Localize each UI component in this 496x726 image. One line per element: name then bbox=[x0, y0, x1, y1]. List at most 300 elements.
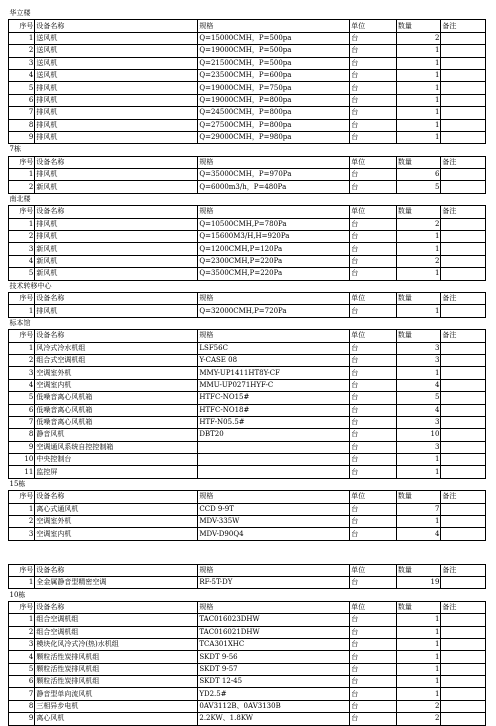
empty-cell bbox=[350, 8, 397, 20]
spec-cell: 0AV3112B、0AV3130B bbox=[198, 700, 350, 712]
note-cell bbox=[441, 713, 486, 725]
equipment-table-body bbox=[9, 8, 486, 725]
header-qty: 数量 bbox=[396, 292, 441, 304]
spec-cell: Q=21500CMH，P=500pa bbox=[198, 57, 350, 69]
quantity-cell: 3 bbox=[396, 416, 441, 428]
column-header-row bbox=[9, 206, 486, 218]
note-cell bbox=[441, 404, 486, 416]
row-number-cell: 3 bbox=[9, 367, 35, 379]
unit-cell: 台 bbox=[350, 404, 397, 416]
spec-cell: MMY-UP1411HT8Y-CF bbox=[198, 367, 350, 379]
equipment-name-cell: 模块化风冷式冷(热)水机组 bbox=[35, 638, 198, 650]
unit-cell: 台 bbox=[350, 713, 397, 725]
spec-cell: Q=27500CMH，P=800pa bbox=[198, 119, 350, 131]
row-number-cell: 6 bbox=[9, 676, 35, 688]
unit-cell: 台 bbox=[350, 416, 397, 428]
header-note: 备注 bbox=[441, 292, 486, 304]
spec-cell: Q=2300CMH,P=220Pa bbox=[198, 255, 350, 267]
spec-cell bbox=[198, 441, 350, 453]
row-number-cell: 7 bbox=[9, 688, 35, 700]
unit-cell: 台 bbox=[350, 614, 397, 626]
header-qty: 数量 bbox=[396, 156, 441, 168]
unit-cell: 台 bbox=[350, 169, 397, 181]
table-row bbox=[9, 231, 486, 243]
note-cell bbox=[441, 503, 486, 515]
header-name: 设备名称 bbox=[35, 330, 198, 342]
section-title-row bbox=[9, 144, 486, 156]
equipment-name-cell: 排风机 bbox=[35, 107, 198, 119]
unit-cell: 台 bbox=[350, 676, 397, 688]
quantity-cell: 1 bbox=[396, 688, 441, 700]
quantity-cell: 1 bbox=[396, 454, 441, 466]
empty-cell bbox=[198, 8, 350, 20]
empty-cell bbox=[441, 280, 486, 292]
quantity-cell: 1 bbox=[396, 82, 441, 94]
note-cell bbox=[441, 94, 486, 106]
empty-cell bbox=[396, 193, 441, 205]
spec-cell bbox=[198, 454, 350, 466]
equipment-name-cell: 风冷式冷水机组 bbox=[35, 342, 198, 354]
spec-cell: LSF56C bbox=[198, 342, 350, 354]
row-number-cell: 5 bbox=[9, 268, 35, 280]
unit-cell: 台 bbox=[350, 218, 397, 230]
row-number-cell: 1 bbox=[9, 503, 35, 515]
spec-cell: RF-5T-DY bbox=[198, 576, 350, 588]
header-name: 设备名称 bbox=[35, 292, 198, 304]
table-row bbox=[9, 268, 486, 280]
empty-cell bbox=[396, 540, 441, 552]
header-spec: 规格 bbox=[198, 206, 350, 218]
note-cell bbox=[441, 218, 486, 230]
spec-cell: Q=15600M3/H,H=920Pa bbox=[198, 231, 350, 243]
spec-cell bbox=[198, 466, 350, 478]
unit-cell: 台 bbox=[350, 516, 397, 528]
note-cell bbox=[441, 688, 486, 700]
equipment-name-cell: 颗粒活性炭排风机组 bbox=[35, 651, 198, 663]
row-number-cell: 5 bbox=[9, 392, 35, 404]
header-unit: 单位 bbox=[350, 156, 397, 168]
equipment-name-cell: 低噪音离心风机箱 bbox=[35, 392, 198, 404]
equipment-name-cell: 颗粒活性炭排风机组 bbox=[35, 676, 198, 688]
empty-cell bbox=[198, 193, 350, 205]
empty-cell bbox=[35, 144, 198, 156]
quantity-cell: 1 bbox=[396, 243, 441, 255]
empty-cell bbox=[396, 280, 441, 292]
table-row bbox=[9, 516, 486, 528]
row-number-cell: 5 bbox=[9, 82, 35, 94]
empty-cell bbox=[441, 144, 486, 156]
note-cell bbox=[441, 528, 486, 540]
note-cell bbox=[441, 663, 486, 675]
row-number-cell: 7 bbox=[9, 416, 35, 428]
unit-cell: 台 bbox=[350, 688, 397, 700]
column-header-row bbox=[9, 330, 486, 342]
spacer-row bbox=[9, 540, 486, 552]
table-row bbox=[9, 688, 486, 700]
section-title-row bbox=[9, 478, 486, 490]
equipment-name-cell: 空调室内机 bbox=[35, 379, 198, 391]
header-qty: 数量 bbox=[396, 491, 441, 503]
spec-cell: Q=3500CMH,P=220Pa bbox=[198, 268, 350, 280]
header-qty: 数量 bbox=[396, 330, 441, 342]
unit-cell: 台 bbox=[350, 663, 397, 675]
equipment-name-cell: 送风机 bbox=[35, 57, 198, 69]
equipment-name-cell: 送风机 bbox=[35, 32, 198, 44]
row-number-cell: 7 bbox=[9, 107, 35, 119]
row-number-cell: 4 bbox=[9, 651, 35, 663]
equipment-name-cell: 静音风机 bbox=[35, 429, 198, 441]
row-number-cell: 6 bbox=[9, 94, 35, 106]
row-number-cell: 3 bbox=[9, 57, 35, 69]
header-name: 设备名称 bbox=[35, 20, 198, 32]
row-number-cell: 9 bbox=[9, 441, 35, 453]
table-row bbox=[9, 169, 486, 181]
note-cell bbox=[441, 181, 486, 193]
unit-cell: 台 bbox=[350, 503, 397, 515]
unit-cell: 台 bbox=[350, 626, 397, 638]
note-cell bbox=[441, 57, 486, 69]
spec-cell: HTFC-NO15# bbox=[198, 392, 350, 404]
spec-cell: Q=19000CMH，P=750pa bbox=[198, 82, 350, 94]
header-note: 备注 bbox=[441, 20, 486, 32]
table-row bbox=[9, 243, 486, 255]
quantity-cell: 1 bbox=[396, 57, 441, 69]
table-row bbox=[9, 416, 486, 428]
header-unit: 单位 bbox=[350, 564, 397, 576]
spec-cell: SKDT 12-45 bbox=[198, 676, 350, 688]
equipment-name-cell: 排风机 bbox=[35, 94, 198, 106]
note-cell bbox=[441, 45, 486, 57]
quantity-cell: 1 bbox=[396, 466, 441, 478]
table-row bbox=[9, 676, 486, 688]
table-row bbox=[9, 32, 486, 44]
note-cell bbox=[441, 638, 486, 650]
empty-cell bbox=[441, 193, 486, 205]
spec-cell: Q=32000CMH,P=720Pa bbox=[198, 305, 350, 317]
header-qty: 数量 bbox=[396, 564, 441, 576]
note-cell bbox=[441, 576, 486, 588]
spec-cell: MDV-335W bbox=[198, 516, 350, 528]
equipment-name-cell: 组合空调机组 bbox=[35, 614, 198, 626]
table-row bbox=[9, 404, 486, 416]
spec-cell: Q=6000m3/h，P=480Pa bbox=[198, 181, 350, 193]
unit-cell: 台 bbox=[350, 243, 397, 255]
quantity-cell: 4 bbox=[396, 379, 441, 391]
quantity-cell: 3 bbox=[396, 342, 441, 354]
unit-cell: 台 bbox=[350, 429, 397, 441]
row-number-cell: 5 bbox=[9, 663, 35, 675]
header-name: 设备名称 bbox=[35, 156, 198, 168]
empty-cell bbox=[198, 317, 350, 329]
header-note: 备注 bbox=[441, 491, 486, 503]
empty-cell bbox=[198, 552, 350, 564]
quantity-cell: 1 bbox=[396, 516, 441, 528]
quantity-cell: 1 bbox=[396, 231, 441, 243]
empty-cell bbox=[35, 280, 198, 292]
row-number-cell: 4 bbox=[9, 379, 35, 391]
section-title: 10栋 bbox=[9, 590, 26, 599]
table-row bbox=[9, 651, 486, 663]
empty-cell bbox=[35, 193, 198, 205]
row-number-cell: 6 bbox=[9, 404, 35, 416]
equipment-name-cell: 低噪音离心风机箱 bbox=[35, 416, 198, 428]
equipment-name-cell: 新风机 bbox=[35, 243, 198, 255]
header-name: 设备名称 bbox=[35, 206, 198, 218]
header-note: 备注 bbox=[441, 206, 486, 218]
section-title: 南北楼 bbox=[9, 195, 31, 204]
spec-cell: SKDT 9-56 bbox=[198, 651, 350, 663]
header-note: 备注 bbox=[441, 564, 486, 576]
table-row bbox=[9, 379, 486, 391]
table-row bbox=[9, 305, 486, 317]
spec-cell: CCD 9-9T bbox=[198, 503, 350, 515]
row-number-cell: 1 bbox=[9, 218, 35, 230]
column-header-row bbox=[9, 491, 486, 503]
equipment-name-cell: 空调室外机 bbox=[35, 367, 198, 379]
quantity-cell: 1 bbox=[396, 663, 441, 675]
spec-cell: HTF-N05.5# bbox=[198, 416, 350, 428]
empty-cell bbox=[198, 589, 350, 601]
note-cell bbox=[441, 516, 486, 528]
spec-cell: MMU-UP0271HYF-C bbox=[198, 379, 350, 391]
header-no: 序号 bbox=[9, 292, 35, 304]
unit-cell: 台 bbox=[350, 700, 397, 712]
row-number-cell: 3 bbox=[9, 528, 35, 540]
table-row bbox=[9, 94, 486, 106]
section-title: 7栋 bbox=[9, 145, 21, 154]
spec-cell: YD2.5# bbox=[198, 688, 350, 700]
unit-cell: 台 bbox=[350, 131, 397, 143]
column-header-row bbox=[9, 156, 486, 168]
empty-cell bbox=[441, 552, 486, 564]
note-cell bbox=[441, 429, 486, 441]
equipment-table bbox=[8, 8, 486, 726]
table-row bbox=[9, 528, 486, 540]
table-row bbox=[9, 638, 486, 650]
quantity-cell: 19 bbox=[396, 576, 441, 588]
header-unit: 单位 bbox=[350, 20, 397, 32]
equipment-name-cell: 空调室内机 bbox=[35, 528, 198, 540]
empty-cell bbox=[35, 552, 198, 564]
table-row bbox=[9, 57, 486, 69]
note-cell bbox=[441, 243, 486, 255]
section-title-row bbox=[9, 317, 486, 329]
table-row bbox=[9, 392, 486, 404]
unit-cell: 台 bbox=[350, 441, 397, 453]
quantity-cell: 1 bbox=[396, 626, 441, 638]
equipment-name-cell: 新风机 bbox=[35, 181, 198, 193]
spec-cell: MDV-D90Q4 bbox=[198, 528, 350, 540]
note-cell bbox=[441, 119, 486, 131]
equipment-name-cell: 空调室外机 bbox=[35, 516, 198, 528]
spec-cell: TAC016021DHW bbox=[198, 626, 350, 638]
header-spec: 规格 bbox=[198, 156, 350, 168]
row-number-cell: 3 bbox=[9, 638, 35, 650]
table-row bbox=[9, 107, 486, 119]
unit-cell: 台 bbox=[350, 354, 397, 366]
header-qty: 数量 bbox=[396, 20, 441, 32]
row-number-cell: 11 bbox=[9, 466, 35, 478]
spec-cell: DBT20 bbox=[198, 429, 350, 441]
note-cell bbox=[441, 676, 486, 688]
empty-cell bbox=[35, 540, 198, 552]
note-cell bbox=[441, 82, 486, 94]
quantity-cell: 3 bbox=[396, 354, 441, 366]
equipment-name-cell: 低噪音离心风机箱 bbox=[35, 404, 198, 416]
row-number-cell: 2 bbox=[9, 516, 35, 528]
table-row bbox=[9, 614, 486, 626]
quantity-cell: 1 bbox=[396, 131, 441, 143]
row-number-cell: 8 bbox=[9, 429, 35, 441]
table-row bbox=[9, 503, 486, 515]
column-header-row bbox=[9, 292, 486, 304]
equipment-name-cell: 排风机 bbox=[35, 231, 198, 243]
note-cell bbox=[441, 342, 486, 354]
quantity-cell: 1 bbox=[396, 305, 441, 317]
header-unit: 单位 bbox=[350, 206, 397, 218]
unit-cell: 台 bbox=[350, 379, 397, 391]
header-no: 序号 bbox=[9, 601, 35, 613]
table-row bbox=[9, 181, 486, 193]
quantity-cell: 1 bbox=[396, 268, 441, 280]
quantity-cell: 1 bbox=[396, 614, 441, 626]
empty-cell bbox=[396, 552, 441, 564]
note-cell bbox=[441, 651, 486, 663]
unit-cell: 台 bbox=[350, 576, 397, 588]
table-row bbox=[9, 454, 486, 466]
empty-cell bbox=[441, 589, 486, 601]
section-title: 华立楼 bbox=[9, 9, 31, 18]
unit-cell: 台 bbox=[350, 454, 397, 466]
equipment-name-cell: 排风机 bbox=[35, 131, 198, 143]
row-number-cell: 1 bbox=[9, 305, 35, 317]
table-row bbox=[9, 441, 486, 453]
equipment-name-cell: 颗粒活性炭排风机组 bbox=[35, 663, 198, 675]
header-note: 备注 bbox=[441, 330, 486, 342]
quantity-cell: 1 bbox=[396, 119, 441, 131]
section-title bbox=[9, 552, 35, 564]
header-no: 序号 bbox=[9, 20, 35, 32]
spec-cell: Q=35000CMH，P=970Pa bbox=[198, 169, 350, 181]
quantity-cell: 1 bbox=[396, 69, 441, 81]
header-spec: 规格 bbox=[198, 20, 350, 32]
row-number-cell: 1 bbox=[9, 32, 35, 44]
header-no: 序号 bbox=[9, 206, 35, 218]
empty-cell bbox=[35, 478, 198, 490]
row-number-cell: 1 bbox=[9, 169, 35, 181]
note-cell bbox=[441, 231, 486, 243]
header-spec: 规格 bbox=[198, 601, 350, 613]
empty-cell bbox=[396, 8, 441, 20]
spec-cell: HTFC-NO18# bbox=[198, 404, 350, 416]
equipment-name-cell: 离心风机 bbox=[35, 713, 198, 725]
header-name: 设备名称 bbox=[35, 491, 198, 503]
quantity-cell: 1 bbox=[396, 367, 441, 379]
unit-cell: 台 bbox=[350, 342, 397, 354]
spec-cell: SKDT 9-57 bbox=[198, 663, 350, 675]
note-cell bbox=[441, 379, 486, 391]
table-row bbox=[9, 713, 486, 725]
equipment-name-cell: 静音型单向流风机 bbox=[35, 688, 198, 700]
equipment-name-cell: 送风机 bbox=[35, 45, 198, 57]
empty-cell bbox=[35, 589, 198, 601]
equipment-name-cell: 送风机 bbox=[35, 69, 198, 81]
table-row bbox=[9, 119, 486, 131]
spec-cell: TCA301XHC bbox=[198, 638, 350, 650]
row-number-cell: 9 bbox=[9, 131, 35, 143]
equipment-name-cell: 排风机 bbox=[35, 305, 198, 317]
row-number-cell: 3 bbox=[9, 243, 35, 255]
equipment-name-cell: 中央控制台 bbox=[35, 454, 198, 466]
unit-cell: 台 bbox=[350, 367, 397, 379]
quantity-cell: 1 bbox=[396, 651, 441, 663]
empty-cell bbox=[396, 317, 441, 329]
note-cell bbox=[441, 255, 486, 267]
spec-cell: Q=15000CMH，P=500pa bbox=[198, 32, 350, 44]
header-spec: 规格 bbox=[198, 292, 350, 304]
empty-cell bbox=[350, 193, 397, 205]
spec-cell: Q=29000CMH，P=980pa bbox=[198, 131, 350, 143]
spec-cell: Y-CASE 08 bbox=[198, 354, 350, 366]
quantity-cell: 4 bbox=[396, 404, 441, 416]
quantity-cell: 2 bbox=[396, 255, 441, 267]
header-no: 序号 bbox=[9, 564, 35, 576]
quantity-cell: 2 bbox=[396, 713, 441, 725]
section-title-row bbox=[9, 589, 486, 601]
row-number-cell: 9 bbox=[9, 713, 35, 725]
unit-cell: 台 bbox=[350, 392, 397, 404]
empty-cell bbox=[350, 478, 397, 490]
spec-cell: 2.2KW、1.8KW bbox=[198, 713, 350, 725]
unit-cell: 台 bbox=[350, 651, 397, 663]
row-number-cell: 2 bbox=[9, 354, 35, 366]
unit-cell: 台 bbox=[350, 638, 397, 650]
empty-cell bbox=[350, 317, 397, 329]
note-cell bbox=[441, 441, 486, 453]
header-note: 备注 bbox=[441, 156, 486, 168]
header-spec: 规格 bbox=[198, 564, 350, 576]
equipment-name-cell: 全金属静音型精密空调 bbox=[35, 576, 198, 588]
header-spec: 规格 bbox=[198, 491, 350, 503]
note-cell bbox=[441, 614, 486, 626]
spec-cell: Q=1200CMH,P=120Pa bbox=[198, 243, 350, 255]
note-cell bbox=[441, 354, 486, 366]
table-row bbox=[9, 255, 486, 267]
empty-cell bbox=[350, 540, 397, 552]
header-unit: 单位 bbox=[350, 330, 397, 342]
row-number-cell: 1 bbox=[9, 614, 35, 626]
header-no: 序号 bbox=[9, 156, 35, 168]
unit-cell: 台 bbox=[350, 255, 397, 267]
section-title: 技术转移中心 bbox=[9, 281, 52, 290]
quantity-cell: 1 bbox=[396, 107, 441, 119]
table-row bbox=[9, 131, 486, 143]
equipment-name-cell: 空调通风系统自控控制箱 bbox=[35, 441, 198, 453]
quantity-cell: 1 bbox=[396, 638, 441, 650]
row-number-cell: 8 bbox=[9, 119, 35, 131]
table-row bbox=[9, 342, 486, 354]
note-cell bbox=[441, 367, 486, 379]
section-title-row bbox=[9, 8, 486, 20]
empty-cell bbox=[441, 478, 486, 490]
empty-cell bbox=[198, 280, 350, 292]
table-row bbox=[9, 354, 486, 366]
header-unit: 单位 bbox=[350, 292, 397, 304]
unit-cell: 台 bbox=[350, 94, 397, 106]
header-qty: 数量 bbox=[396, 206, 441, 218]
unit-cell: 台 bbox=[350, 528, 397, 540]
equipment-name-cell: 新风机 bbox=[35, 268, 198, 280]
